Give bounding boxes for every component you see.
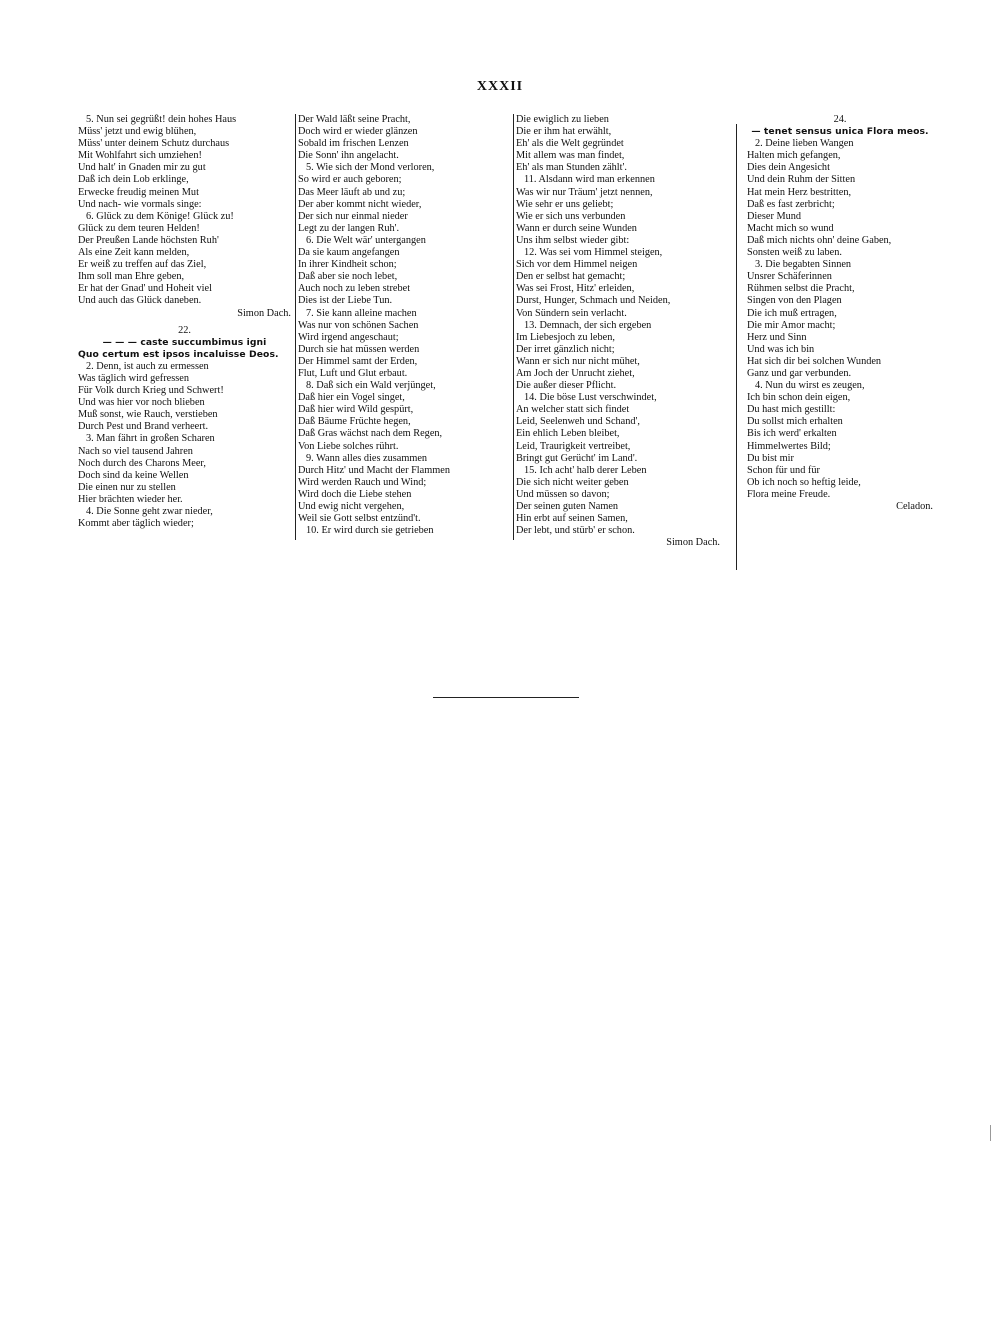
end-rule — [433, 697, 579, 698]
verse-line: Und was hier vor noch blieben — [78, 397, 205, 409]
verse-line: 3. Man fährt in großen Scharen — [86, 433, 215, 445]
verse-line: Die ewiglich zu lieben — [516, 114, 609, 125]
verse-line: Die ich muß ertragen, — [747, 307, 837, 319]
poem-motto: Quo certum est ipsos incaluisse Deos. — [78, 348, 279, 360]
verse-line: Der Himmel samt der Erden, — [298, 355, 418, 367]
verse-line: Unsrer Schäferinnen — [747, 271, 832, 283]
verse-line: Erwecke freudig meinen Mut — [78, 186, 199, 198]
verse-line: 3. Die begabten Sinnen — [755, 259, 852, 271]
verse-line: Durst, Hunger, Schmach und Neiden, — [516, 295, 671, 307]
verse-line: Glück zu dem teuren Helden! — [78, 222, 200, 234]
verse-line: Und auch das Glück daneben. — [78, 295, 202, 307]
verse-line: Bringt gut Gerücht' im Land'. — [516, 452, 638, 464]
verse-line: Mit Wohlfahrt sich umziehen! — [78, 150, 202, 162]
verse-line: Sonsten weiß zu laben. — [747, 247, 842, 259]
verse-line: Und dein Ruhm der Sitten — [747, 174, 856, 186]
verse-line: Er hat der Gnad' und Hoheit viel — [78, 283, 212, 295]
verse-line: 12. Was sei vom Himmel steigen, — [524, 247, 663, 259]
verse-line: 5. Wie sich der Mond verloren, — [306, 162, 435, 174]
poem-number: 24. — [833, 114, 847, 125]
verse-line: Und ewig nicht vergehen, — [298, 501, 405, 512]
verse-line: Der lebt, und stürb' er schon. — [516, 525, 635, 537]
verse-line: Hin erbt auf seinen Samen, — [516, 513, 628, 525]
verse-line: Du bist mir — [747, 452, 794, 464]
verse-line: Wird irgend angeschaut; — [298, 331, 399, 343]
verse-line: Sich vor dem Himmel neigen — [516, 259, 638, 271]
poem-motto: — — — caste succumbimus igni — [102, 336, 267, 348]
verse-line: 15. Ich acht' halb derer Leben — [524, 464, 647, 476]
verse-line: Doch wird er wieder glänzen — [298, 126, 418, 138]
verse-line: Wann er durch seine Wunden — [516, 222, 637, 234]
verse-line: Den er selbst hat gemacht; — [516, 271, 626, 283]
verse-line: Bis ich werd' erkalten — [747, 428, 837, 440]
verse-line: Das Meer läuft ab und zu; — [298, 186, 406, 198]
verse-line: 6. Die Welt wär' untergangen — [306, 234, 426, 246]
verse-line: Die sich nicht weiter geben — [516, 476, 629, 488]
verse-line: Hier brächten wieder her. — [78, 493, 183, 505]
verse-line: Am Joch der Unrucht ziehet, — [516, 367, 635, 379]
verse-line: Muß sonst, wie Rauch, verstieben — [78, 409, 218, 421]
verse-line: 13. Demnach, der sich ergeben — [524, 319, 652, 331]
verse-line: Die mir Amor macht; — [747, 319, 836, 331]
margin-mark — [990, 1125, 991, 1141]
verse-line: Eh' als die Welt gegründet — [516, 138, 624, 150]
verse-line: Dies dein Angesicht — [747, 162, 830, 174]
column-divider — [295, 114, 296, 540]
verse-line: Eh' als man Stunden zählt'. — [516, 162, 627, 174]
column-divider — [513, 114, 514, 540]
verse-line: Was nur von schönen Sachen — [298, 319, 419, 331]
verse-line: Für Volk durch Krieg und Schwert! — [78, 385, 224, 397]
verse-line: Daß ich dein Lob erklinge, — [78, 174, 189, 186]
verse-line: Herz und Sinn — [747, 331, 807, 343]
verse-line: Müss' jetzt und ewig blühen, — [78, 126, 197, 138]
verse-line: Weil sie Gott selbst entzünd't. — [298, 513, 421, 525]
verse-line: Himmelwertes Bild; — [747, 440, 831, 452]
verse-line: Kommt aber täglich wieder; — [78, 518, 194, 530]
verse-line: In ihrer Kindheit schon; — [298, 259, 397, 271]
verse-line: Und halt' in Gnaden mir zu gut — [78, 162, 206, 174]
verse-line: Ein ehlich Leben bleibet, — [516, 428, 620, 440]
verse-line: 6. Glück zu dem Könige! Glück zu! — [86, 210, 234, 222]
verse-line: Im Liebesjoch zu leben, — [516, 331, 615, 343]
verse-line: Von Liebe solches rührt. — [298, 440, 399, 452]
verse-line: 11. Alsdann wird man erkennen — [524, 174, 655, 186]
verse-line: Daß hier wird Wild gespürt, — [298, 404, 414, 416]
verse-line: Sobald im frischen Lenzen — [298, 138, 409, 150]
text-column-4 — [747, 114, 933, 513]
text-column-2 — [298, 114, 498, 537]
verse-line: An welcher statt sich findet — [516, 404, 630, 416]
text-column-1 — [78, 114, 291, 530]
verse-line: Du hast mich gestillt: — [747, 404, 836, 416]
verse-line: 10. Er wird durch sie getrieben — [306, 525, 434, 537]
verse-line: Flut, Luft und Glut erbaut. — [298, 367, 408, 379]
verse-line: Daß hier ein Vogel singet, — [298, 392, 405, 404]
text-column-3 — [516, 114, 720, 549]
verse-line: Leid, Seelenweh und Schand', — [516, 416, 640, 428]
verse-line: 14. Die böse Lust verschwindet, — [524, 392, 657, 404]
verse-line: Uns ihm selbst wieder gibt: — [516, 234, 630, 246]
verse-line: Daß Gras wächst nach dem Regen, — [298, 428, 443, 440]
verse-line: Von Sündern sein verlacht. — [516, 307, 627, 319]
verse-line: Wird doch die Liebe stehen — [298, 488, 412, 500]
verse-line: Wie er sich uns verbunden — [516, 210, 626, 222]
verse-line: Was täglich wird gefressen — [78, 372, 189, 384]
page-number: XXXII — [476, 79, 524, 94]
verse-line: Rühmen selbst die Pracht, — [747, 283, 855, 295]
verse-line: Was wir nur Träum' jetzt nennen, — [516, 186, 653, 198]
verse-line: Und nach- wie vormals singe: — [78, 198, 202, 210]
poem-number: 22. — [178, 324, 191, 336]
verse-line: Der Wald läßt seine Pracht, — [298, 114, 411, 125]
verse-line: Daß Bäume Früchte hegen, — [298, 416, 411, 428]
verse-line: 2. Deine lieben Wangen — [755, 138, 854, 150]
verse-line: Daß mich nichts ohn' deine Gaben, — [747, 234, 892, 246]
verse-line: So wird er auch geboren; — [298, 174, 402, 186]
verse-line: Noch durch des Charons Meer, — [78, 457, 206, 469]
verse-line: Die er ihm hat erwählt, — [516, 126, 612, 138]
verse-line: Legt zu der langen Ruh'. — [298, 222, 400, 234]
verse-line: Durch Hitz' und Macht der Flammen — [298, 464, 450, 476]
verse-line: Als eine Zeit kann melden, — [78, 247, 190, 259]
verse-line: Ob ich noch so heftig leide, — [747, 476, 861, 488]
verse-line: Der sich nur einmal nieder — [298, 210, 408, 222]
verse-line: Wird werden Rauch und Wind; — [298, 476, 427, 488]
author-signature: Simon Dach. — [666, 537, 720, 549]
verse-line: Daß aber sie noch lebet, — [298, 271, 398, 283]
verse-line: Macht mich so wund — [747, 222, 834, 234]
verse-line: 7. Sie kann alleine machen — [306, 307, 417, 319]
verse-line: Der aber kommt nicht wieder, — [298, 198, 422, 210]
verse-line: Durch Pest und Brand verheert. — [78, 421, 209, 433]
verse-line: 4. Die Sonne geht zwar nieder, — [86, 506, 213, 517]
verse-line: Dieser Mund — [747, 210, 802, 222]
verse-line: Du sollst mich erhalten — [747, 416, 843, 428]
verse-line: 4. Nun du wirst es zeugen, — [755, 380, 865, 392]
verse-line: 5. Nun sei gegrüßt! dein hohes Haus — [86, 114, 237, 125]
verse-line: Halten mich gefangen, — [747, 150, 841, 162]
verse-line: Ich bin schon dein eigen, — [747, 392, 851, 404]
verse-line: Ihm soll man Ehre geben, — [78, 271, 185, 283]
verse-line: Die einen nur zu stellen — [78, 481, 176, 493]
verse-line: Dies ist der Liebe Tun. — [298, 295, 393, 307]
verse-line: Hat sich dir bei solchen Wunden — [747, 355, 882, 367]
verse-line: Nach so viel tausend Jahren — [78, 445, 193, 457]
verse-line: 2. Denn, ist auch zu ermessen — [86, 360, 209, 372]
verse-line: 8. Daß sich ein Wald verjünget, — [306, 380, 436, 392]
verse-line: Müss' unter deinem Schutz durchaus — [78, 138, 230, 150]
verse-line: Mit allem was man findet, — [516, 150, 625, 162]
verse-line: Und müssen so davon; — [516, 488, 610, 500]
column-divider — [736, 124, 737, 570]
verse-line: Durch sie hat müssen werden — [298, 343, 420, 355]
verse-line: Und was ich bin — [747, 343, 815, 355]
verse-line: Schon für und für — [747, 464, 820, 476]
verse-line: Daß es fast zerbricht; — [747, 198, 835, 210]
verse-line: Singen von den Plagen — [747, 295, 842, 307]
verse-line: Doch sind da keine Wellen — [78, 469, 189, 481]
poem-motto: — tenet sensus unica Flora meos. — [751, 126, 929, 138]
verse-line: Was sei Frost, Hitz' erleiden, — [516, 283, 635, 295]
author-signature: Celadon. — [896, 501, 933, 512]
verse-line: Der seinen guten Namen — [516, 501, 619, 512]
verse-line: Die Sonn' ihn angelacht. — [298, 150, 399, 162]
verse-line: Hat mein Herz bestritten, — [747, 186, 852, 198]
verse-line: Auch noch zu leben strebet — [298, 283, 411, 295]
verse-line: Er weiß zu treffen auf das Ziel, — [78, 259, 207, 271]
verse-line: Wie sehr er uns geliebt; — [516, 198, 614, 210]
verse-line: Flora meine Freude. — [747, 488, 831, 500]
verse-line: Die außer dieser Pflicht. — [516, 380, 617, 392]
verse-line: Da sie kaum angefangen — [298, 247, 400, 259]
verse-line: Leid, Traurigkeit vertreibet, — [516, 440, 631, 452]
verse-line: Wann er sich nur nicht mühet, — [516, 355, 640, 367]
verse-line: Ganz und gar verbunden. — [747, 367, 852, 379]
verse-line: Der irret gänzlich nicht; — [516, 343, 615, 355]
verse-line: 9. Wann alles dies zusammen — [306, 452, 428, 464]
author-signature: Simon Dach. — [237, 307, 291, 319]
verse-line: Der Preußen Lande höchsten Ruh' — [78, 234, 219, 246]
